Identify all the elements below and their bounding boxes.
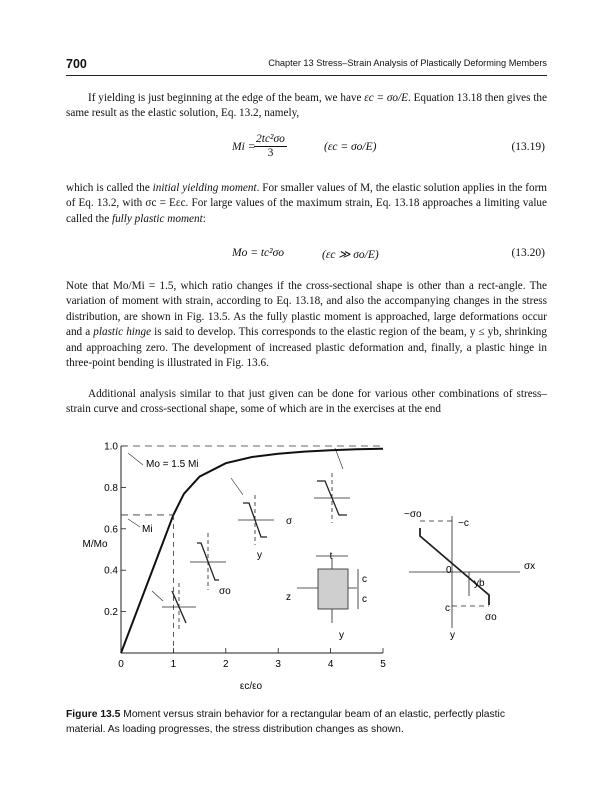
page-number: 700 [66, 57, 87, 71]
equation-number: (13.20) [511, 247, 545, 259]
label-t: t [329, 551, 333, 562]
paragraph-2: which is called the initial yielding moment. For smaller values of M, the elastic solution applies in the form of Eq. 13.2, with σc = Eεc. For large values of the maximum strain, Eq. 13.18 approaches a limiting value called the fully plastic moment: [66, 182, 547, 225]
equation-13-20: Mo = tc²σo (εc ≫ σo/E) (13.20) [232, 247, 545, 261]
x-tick-label: 0 [118, 659, 124, 670]
label-neg-c: −c [458, 518, 469, 529]
y-tick-label: 1.0 [104, 441, 118, 453]
stress-distribution-insets [152, 448, 520, 631]
paragraph-4: Additional analysis similar to that just given can be done for various other combinations of stress–strain curve and cross-sectional shape, some of which are in the exercises at the end [66, 388, 547, 416]
label-sigma-o-stress: σo [485, 612, 497, 623]
label-zero: 0 [446, 565, 452, 576]
figure-caption: Figure 13.5 Moment versus strain behavior for a rectangular beam of an elastic, perfectly plastic material. As loading progresses, the stress distribution changes as shown. [66, 709, 505, 735]
x-tick-label: 1 [170, 659, 177, 670]
x-axis-label: εc/εo [239, 681, 263, 692]
paragraph-3: Note that Mo/Mi = 1.5, which ratio changes if the cross-sectional shape is other than a rect-angle. The variation of moment with strain, according to Eq. 13.18, and also the accompanying changes in the stress distribution, are shown in Fig. 13.5. As the fully plastic moment is approached, large deformations occur and a plastic hinge is said to develop. This corresponds to the elastic region of the beam, y ≤ yb, shrinking and approaching zero. The development of increased plastic deformation and, finally, a plastic hinge in three-point bending is illustrated in Fig. 13.6. [66, 280, 547, 370]
y-axis-label: M/Mo [82, 539, 108, 550]
y-tick-label: 0.8 [104, 482, 118, 494]
x-tick-label: 3 [275, 659, 281, 670]
equation-number: (13.19) [511, 141, 545, 153]
label-neg-sigma-o: −σo [404, 509, 422, 520]
label-y-stress: y [450, 630, 455, 641]
figure-13-5 [0, 433, 613, 743]
label-y-b: yb [474, 578, 485, 589]
x-tick-label: 2 [223, 659, 229, 670]
page-header [66, 57, 547, 75]
label-z: z [286, 592, 291, 603]
fraction: $\frac{\text{2tc²σo}}{3}$ [256, 133, 285, 159]
x-tick-label: 5 [380, 659, 386, 670]
series-line-moment-strain [121, 449, 383, 653]
y-tick-label: 0.2 [104, 607, 118, 619]
leader-mo [128, 453, 143, 465]
annotation-mo: Mo = 1.5 Mi [146, 459, 199, 470]
label-sigma-o: σo [219, 586, 231, 597]
y-tick-label: 0.6 [104, 524, 118, 536]
label-c-bottom: c [362, 594, 367, 605]
header-rule [66, 75, 547, 76]
moment-strain-plot [83, 442, 387, 693]
leader-mi [128, 519, 140, 527]
label-y-section: y [339, 630, 344, 641]
paragraph-1: If yielding is just beginning at the edge of the beam, we have εc = σo/E. Equation 13.18 then gives the same result as the elastic solution, Eq. 13.2, namely, [66, 92, 547, 120]
label-y: y [257, 550, 262, 561]
label-sigma: σ [286, 516, 293, 527]
y-tick-label: 0.4 [104, 565, 118, 577]
running-title: Chapter 13 Stress–Strain Analysis of Plastically Deforming Members [268, 58, 547, 68]
label-c-stress: c [445, 603, 450, 614]
label-sigma-x: σx [524, 561, 536, 572]
label-c-top: c [362, 574, 367, 585]
x-tick-label: 4 [327, 659, 334, 670]
annotation-mi: Mi [142, 524, 153, 535]
equation-13-19: Mi = $\frac{\text{2tc²σo}}{3}$ (εc = σo/E) (13.19) [232, 133, 545, 159]
